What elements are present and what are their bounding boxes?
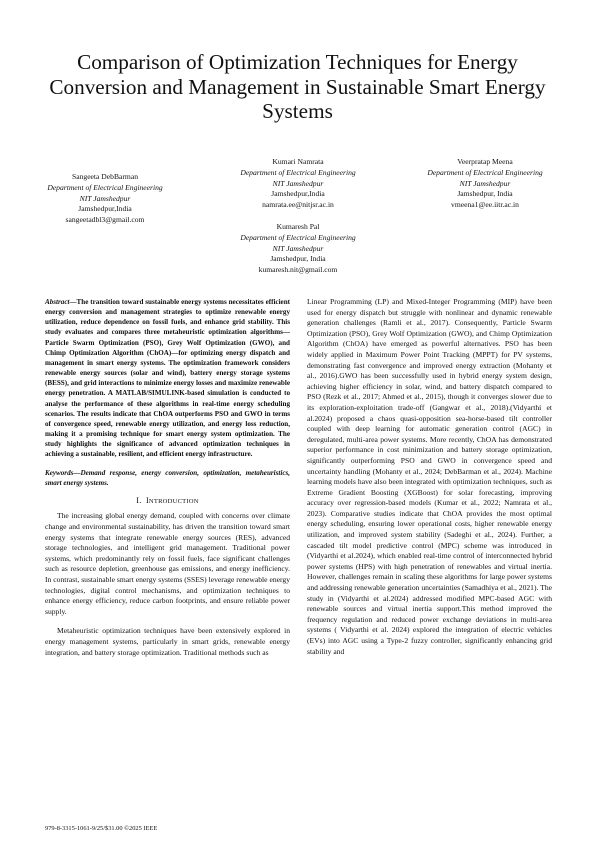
author-city: Jamshedpur,India <box>271 189 325 199</box>
body-paragraph: Linear Programming (LP) and Mixed-Integer Programming (MIP) have been used for energy dispatch but struggle with nonlinear and dynamic renewable generation challenges (Ramli et al., 2017). Consequently, Particle Swarm Optimization (PSO), Grey Wolf Optimization (GWO), and Chimp Optimization Algorithm (ChOA) have emerged as powerful alternatives. PSO has been widely applied in Maximum Power Point Tracking (MPPT) for PV systems, demonstrating fast convergence and improved energy extraction (Mohanty et al., 2016).GWO has been successfully used in hybrid energy system design, achieving higher efficiency in solar, wind, and battery dispatch compared to PSO (Rezk et al., 2017; Ahmed et al., 2015), though it converges slower due to its exploration-exploitation trade-off (Gangwar et al., 2018).(Vidyarthi et al.2024) proposed a chaos quasi-opposition sea-horse-based tilt controller coupled with deep learning for automatic generation control (AGC) in deregulated, multi-area power systems. More recently, ChOA has demonstrated superior performance in cost minimization and battery storage optimization, significantly outperforming PSO and GWO in convergence speed and uncertainty handling (Mohanty et al., 2024; DebBarman et al., 2024). Machine learning models have also been integrated with optimization techniques, such as Extreme Gradient Boosting (XGBoost) for solar forecasting, improving accuracy over regression-based models (Kumar et al., 2022; Namrata et al., 2023). Comparative studies indicate that ChOA provides the most optimal energy scheduling, ensuring lower operational costs, higher renewable energy utilization, and improved system stability (Sadeghi et al., 2024). Further, a cascaded tilt model predictive control (MPC) scheme was introduced in (Vidyarthi et al.2024), which enabled real-time control of interconnected hybrid power systems (HPS) with high penetration of renewables and virtual inertia. However, challenges remain in scaling these algorithms for large power systems and addressing renewable generation uncertainties (Samadhiya et al., 2021). The study in (Vidyarthi et al.2024) addressed modified MPC-based AGC with renewable sources and virtual inertia support.This method improved the frequency regulation and reduced power exchange deviations in multi-area systems ( Vidyarthi et al. 2024) explored the integration of electric vehicles (EVs) into AGC using a Type-2 fuzzy controller, significantly enhancing grid stability and <box>307 297 552 656</box>
author-department: Department of Electrical Engineering <box>427 167 543 177</box>
author-institution: NIT Jamshedpur <box>459 178 511 188</box>
author-city: Jamshedpur,India <box>78 204 132 214</box>
paper-title: Comparison of Optimization Techniques for Energy Conversion and Management in Sustainable Smart Energy Systems <box>49 50 546 123</box>
abstract-text: —The transition toward sustainable energy systems necessitates efficient energy conversion and management strategies to optimize renewable energy utilization, reduce dependence on fossil fuels, and enhance grid stability. This study evaluates and compares three metaheuristic optimization algorithms—Particle Swarm Optimization (PSO), Grey Wolf Optimization (GWO), and Chimp Optimization Algorithm (ChOA)—for optimizing energy dispatch and management in smart energy systems. The optimization framework considers renewable energy sources (solar and wind), battery energy storage systems (BESS), and grid interactions to minimize energy losses and maximize renewable energy penetration. A MATLAB/SIMULINK-based simulation is conducted to analyse the performance of these algorithms in real-time energy scheduling scenarios. The results indicate that ChOA outperforms PSO and GWO in terms of convergence speed, renewable energy utilization, and energy loss reduction, making it a promising technique for smart energy system optimization. The study highlights the significance of advanced optimization techniques in achieving a sustainable, resilient, and efficient energy infrastructure. <box>45 298 290 459</box>
author-city: Jamshedpur, India <box>270 254 326 264</box>
author-email: namrata.ee@nitjsr.ac.in <box>262 200 334 210</box>
author-institution: NIT Jamshedpur <box>272 243 324 253</box>
author-name: Kumari Namrata <box>272 157 324 166</box>
intro-paragraph: Metaheuristic optimization techniques have been extensively explored in energy management systems, particularly in smart grids, renewable energy integration, and battery storage optimization. Traditional methods such as <box>45 626 290 657</box>
author-institution: NIT Jamshedpur <box>272 178 324 188</box>
author-block <box>390 157 580 211</box>
author-block <box>10 172 200 226</box>
abstract <box>45 297 290 460</box>
author-block <box>203 222 393 276</box>
section-heading: I. INTRODUCTION <box>136 495 199 505</box>
keywords: Keywords—Demand response, energy conversion, optimization, metaheuristics, smart energy systems. <box>45 468 290 487</box>
author-name: Sangeeta DebBarman <box>72 172 138 181</box>
author-email: sangeetadbl3@gmail.com <box>65 215 145 225</box>
author-name: Veerpratap Meena <box>457 157 513 166</box>
right-column <box>307 297 552 657</box>
author-department: Department of Electrical Engineering <box>47 182 163 192</box>
author-city: Jamshedpur, India <box>457 189 513 199</box>
author-department: Department of Electrical Engineering <box>240 167 356 177</box>
author-email: vmeena1@ee.iitr.ac.in <box>451 200 519 210</box>
intro-paragraph: The increasing global energy demand, coupled with concerns over climate change and environmental sustainability, has driven the transition toward smart energy systems that integrate renewable energy sources (RES), advanced storage technologies, and intelligent grid management. Traditional power systems, which predominantly rely on fossil fuels, face significant challenges such as resource depletion, greenhouse gas emissions, and energy inefficiency. In contrast, sustainable smart energy systems (SSES) leverage renewable energy technologies, digital control mechanisms, and optimization techniques to enhance energy efficiency, reduce carbon footprints, and ensure reliable power supply. <box>45 511 290 616</box>
author-name: Kumaresh Pal <box>276 222 320 231</box>
left-column <box>45 297 290 658</box>
author-email: kumaresh.nit@gmail.com <box>258 265 338 275</box>
abstract-label: Abstract <box>45 298 70 306</box>
author-block <box>203 157 393 211</box>
author-department: Department of Electrical Engineering <box>240 232 356 242</box>
author-institution: NIT Jamshedpur <box>79 193 131 203</box>
copyright-footer: 979-8-3315-1061-9/25/$31.00 ©2025 IEEE <box>45 825 158 832</box>
